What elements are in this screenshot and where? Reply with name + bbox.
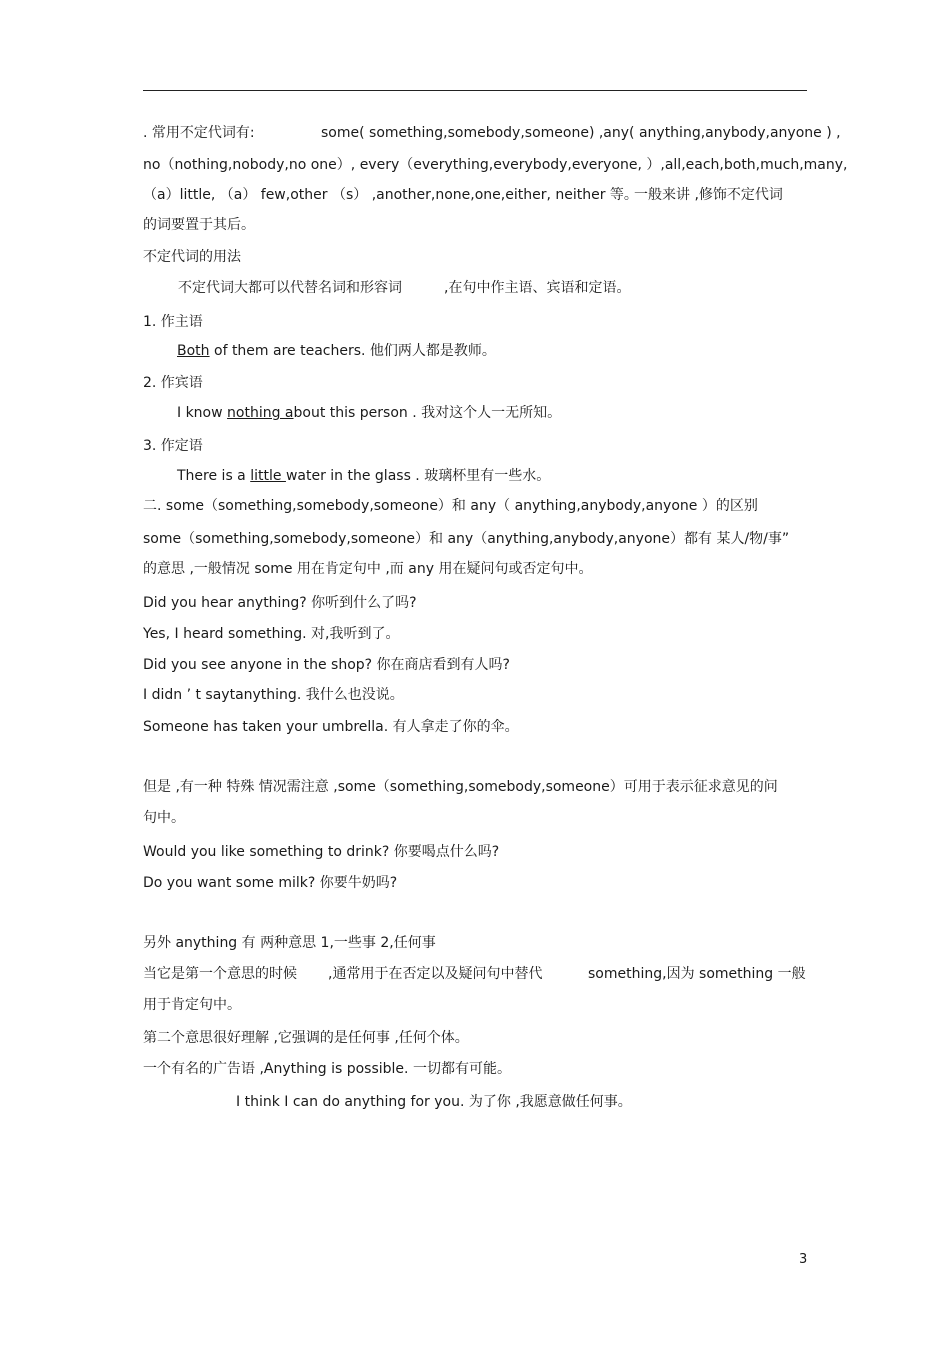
text-line <box>143 718 519 736</box>
text-segment: some( something,somebody,someone) ,any( anything,anybody,anyone ) , <box>321 125 841 141</box>
header-rule <box>143 90 807 91</box>
page-number: 3 <box>799 1252 808 1267</box>
text-segment: 另外 anything 有 两种意思 1,一些事 2,任何事 <box>143 935 436 951</box>
text-line <box>444 279 630 297</box>
text-segment: 一个有名的广告语 ,Anything is possible. 一切都有可能。 <box>143 1061 511 1077</box>
text-segment: of them are teachers. 他们两人都是教师。 <box>209 343 496 359</box>
text-line <box>634 186 783 204</box>
text-line <box>143 874 397 892</box>
text-segment: 1. 作主语 <box>143 314 203 330</box>
text-line <box>143 1060 511 1078</box>
text-line <box>321 124 841 142</box>
text-segment: 3. 作定语 <box>143 438 203 454</box>
text-segment: Yes, I heard something. 对,我听到了。 <box>143 626 400 642</box>
text-segment: . 我什么也没说。 <box>296 687 404 703</box>
text-line <box>143 996 241 1014</box>
text-segment: I think I can do anything for you. 为了你 ,我愿意做任何事。 <box>236 1094 632 1110</box>
text-segment: There is a <box>177 468 251 484</box>
text-line <box>143 530 789 548</box>
text-line <box>143 686 404 704</box>
text-segment: 用于肯定句中。 <box>143 997 241 1013</box>
text-segment: I didn ’ t sayt <box>143 687 236 703</box>
text-line <box>143 216 255 234</box>
text-segment: Someone has taken your umbrella. 有人拿走了你的伞。 <box>143 719 519 735</box>
text-line <box>143 843 499 861</box>
text-segment: . 常用不定代词有: <box>143 125 255 141</box>
text-line <box>143 248 241 266</box>
text-line <box>143 778 778 796</box>
text-line <box>143 809 185 827</box>
text-segment: something,因为 something 一般 <box>588 966 806 982</box>
text-line <box>588 965 806 983</box>
text-segment: ,通常用于在否定以及疑问句中替代 <box>328 966 543 982</box>
text-line <box>177 404 561 422</box>
text-segment: 句中。 <box>143 810 185 826</box>
text-line <box>328 965 542 983</box>
text-segment: 不定代词的用法 <box>143 249 241 265</box>
text-segment: 当它是第一个意思的时候 <box>143 966 297 982</box>
text-segment: some（something,somebody,someone）和 any（anything,anybody,anyone）都有 某人/物/事” <box>143 531 790 547</box>
text-line <box>143 656 510 674</box>
underlined-text: nothing a <box>227 405 294 421</box>
text-segment: Did you hear anything? 你听到什么了吗? <box>143 595 417 611</box>
text-line <box>143 625 399 643</box>
text-segment: Did you see anyone in the shop? 你在商店看到有人吗? <box>143 657 510 673</box>
text-segment: 2. 作宾语 <box>143 375 203 391</box>
text-segment: Do you want some milk? 你要牛奶吗? <box>143 875 398 891</box>
text-segment: 的意思 ,一般情况 some 用在肯定句中 ,而 any 用在疑问句或否定句中。 <box>143 561 593 577</box>
text-segment: I know <box>177 405 228 421</box>
text-line <box>143 437 203 455</box>
text-line <box>143 497 758 515</box>
text-segment: anything <box>235 687 297 703</box>
underlined-text: Both <box>177 343 210 359</box>
text-segment: ,在句中作主语、宾语和定语。 <box>444 280 631 296</box>
text-line <box>143 186 638 204</box>
text-segment: water in the glass . 玻璃杯里有一些水。 <box>285 468 551 484</box>
text-segment: Would you like something to drink? 你要喝点什么吗? <box>143 844 500 860</box>
text-line <box>236 1093 632 1111</box>
text-line <box>143 374 203 392</box>
text-segment: bout this person . 我对这个人一无所知。 <box>293 405 562 421</box>
text-line <box>143 594 417 612</box>
text-segment: 二. some（something,somebody,someone）和 any（ anything,anybody,anyone ）的区别 <box>143 498 758 514</box>
text-line <box>143 965 297 983</box>
text-line <box>143 560 592 578</box>
text-segment: （a）little, （a） few,other （s） ,another,none,one,either, neither 等。 <box>143 187 638 203</box>
text-line <box>177 342 496 360</box>
underlined-text: little <box>250 468 286 484</box>
text-line <box>143 934 436 952</box>
text-line <box>143 1029 469 1047</box>
text-segment: 不定代词大都可以代替名词和形容词 <box>178 280 402 296</box>
text-segment: 一般来讲 ,修饰不定代词 <box>634 187 783 203</box>
text-line <box>143 156 847 174</box>
text-segment: 第二个意思很好理解 ,它强调的是任何事 ,任何个体。 <box>143 1030 469 1046</box>
text-line <box>143 124 255 142</box>
text-line <box>143 313 203 331</box>
text-segment: no（nothing,nobody,no one）, every（everything,everybody,everyone, ）,all,each,both,much,many, <box>143 157 848 173</box>
text-line <box>177 467 550 485</box>
text-line <box>178 279 402 297</box>
text-segment: 的词要置于其后。 <box>143 217 255 233</box>
text-segment: 但是 ,有一种 特殊 情况需注意 ,some（something,somebody,someone）可用于表示征求意见的问 <box>143 779 778 795</box>
